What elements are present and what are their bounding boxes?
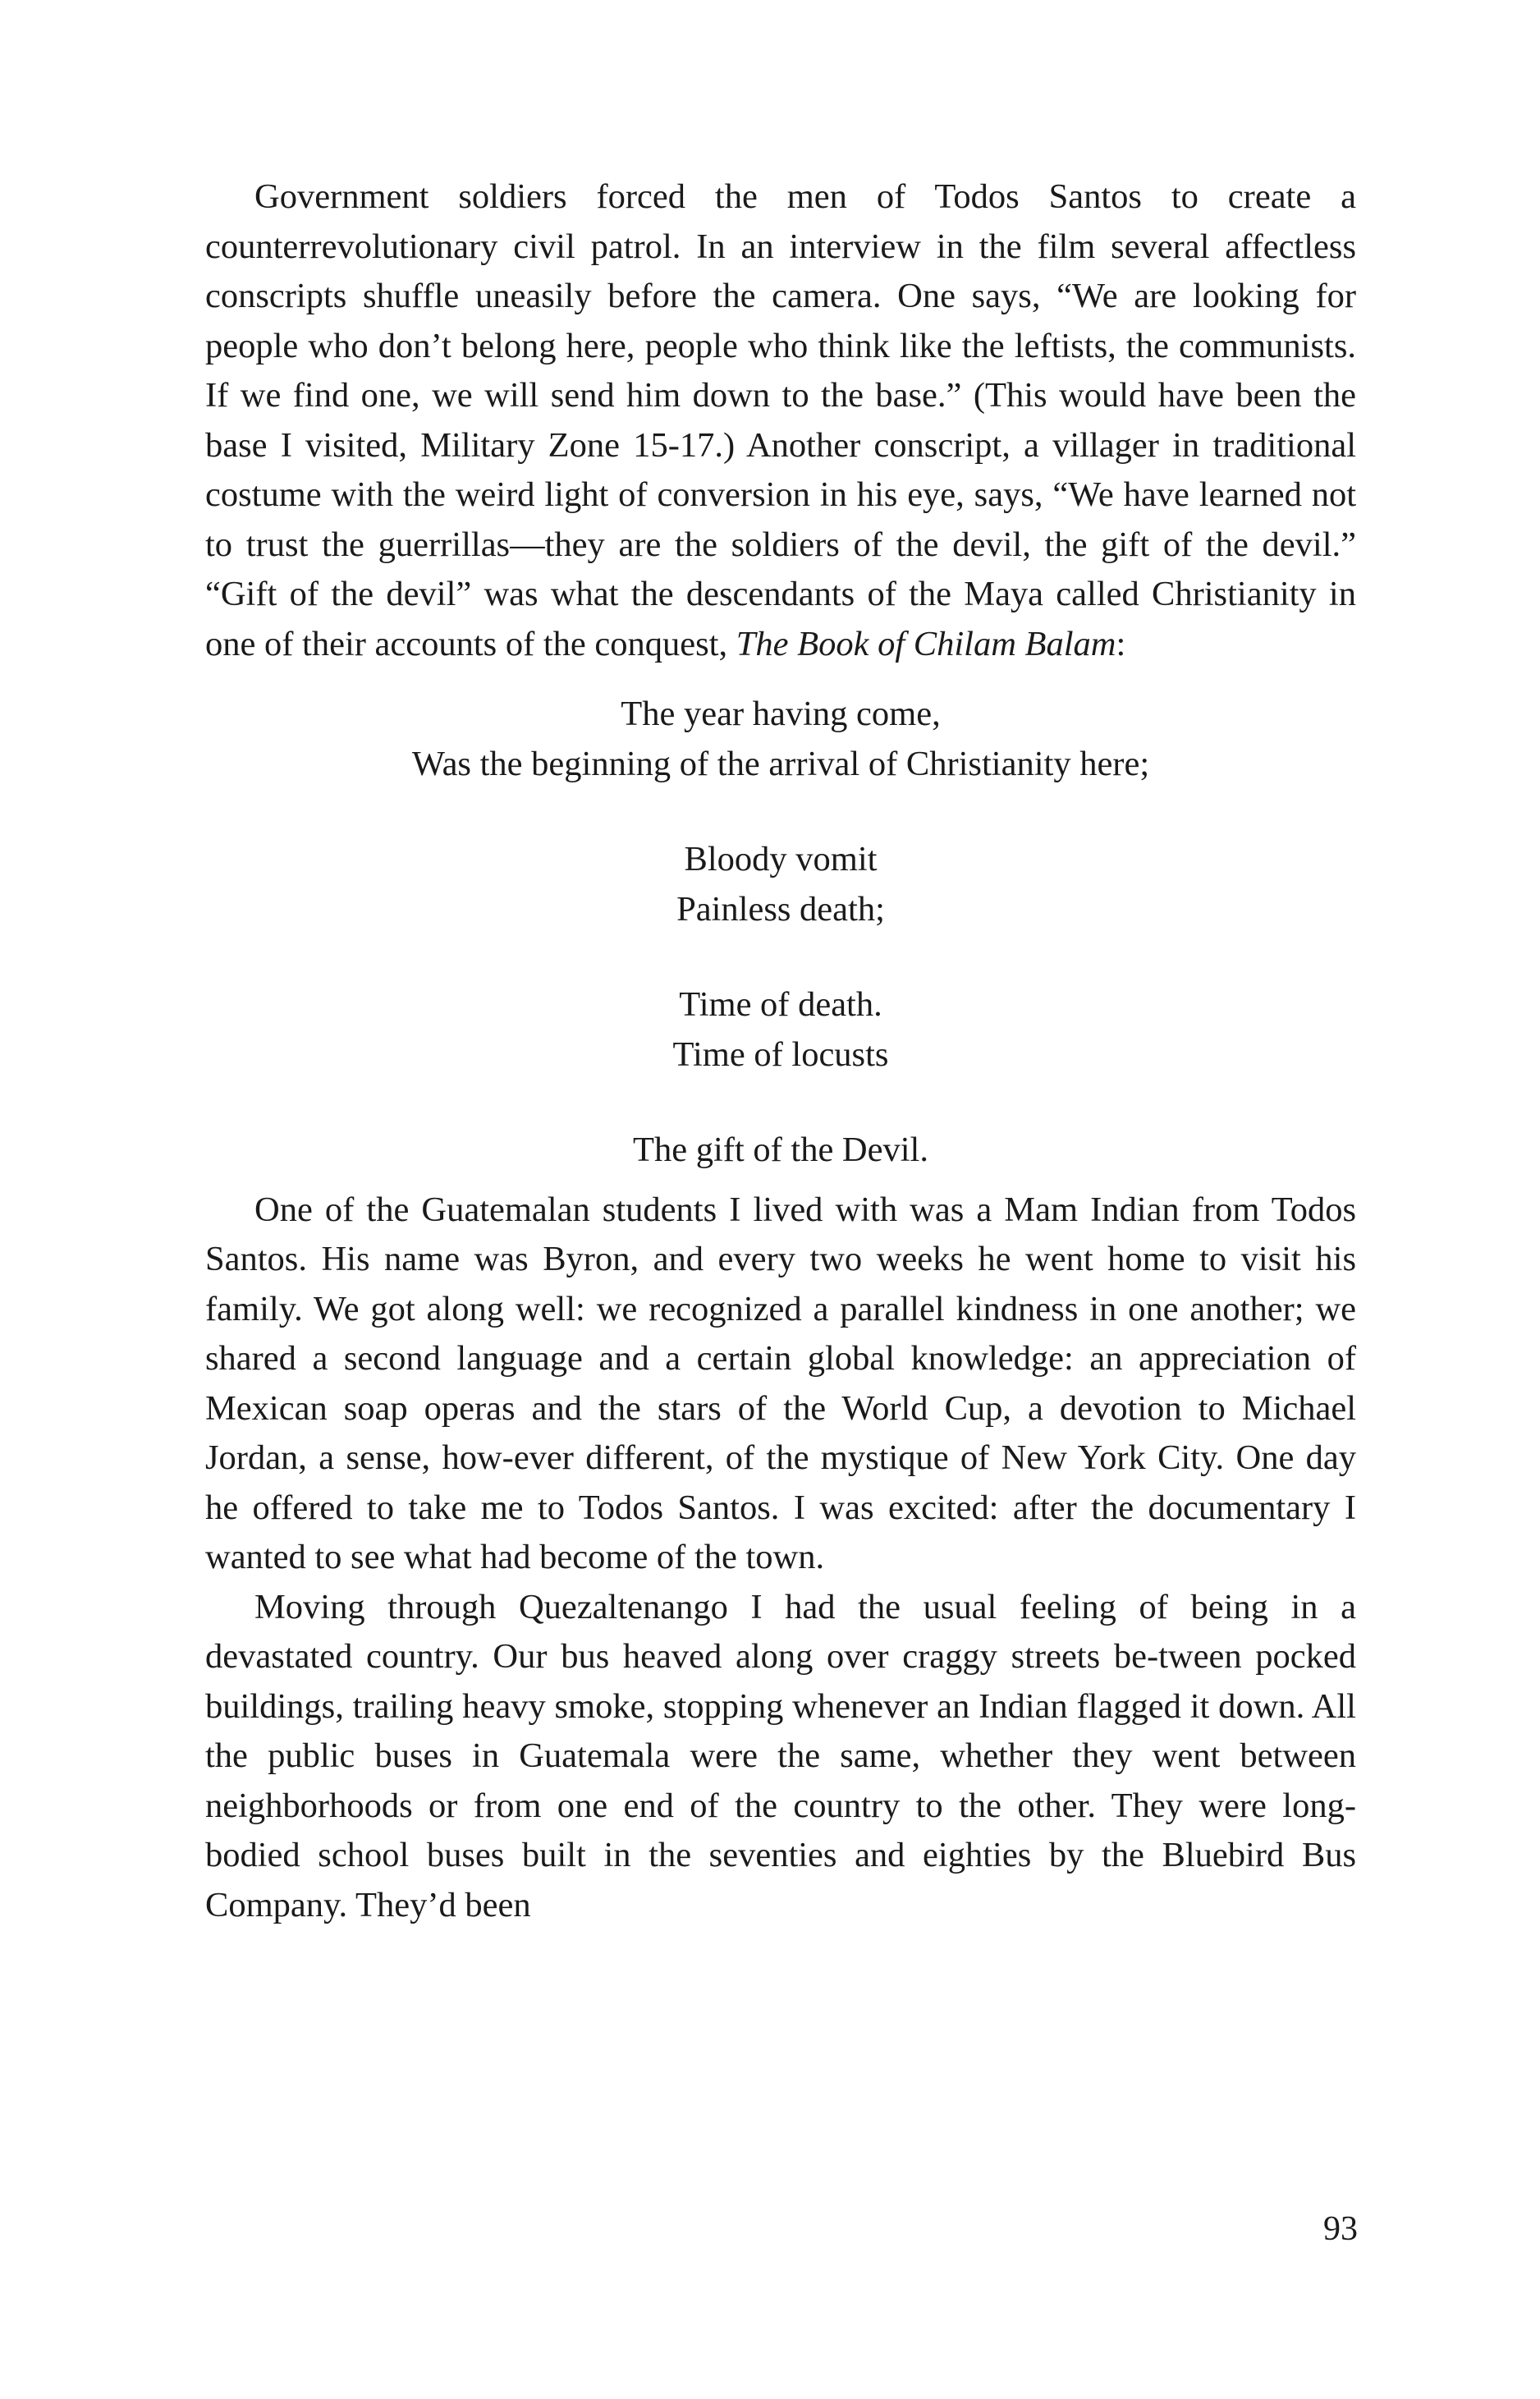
verse-stanza bbox=[205, 980, 1356, 1080]
paragraph-punctuation: : bbox=[1116, 624, 1126, 663]
verse-stanza bbox=[205, 1126, 1356, 1176]
verse-line: The year having come, bbox=[621, 695, 941, 733]
verse-stanza bbox=[205, 835, 1356, 934]
paragraph-quezaltenango: Moving through Quezaltenango I had the usual feeling of being in a devastated country. Our bus heaved along over craggy streets be-tween pocked buildings, trailing heavy smoke, stopping whenever an Indian flagged it down. All the public buses in Guatemala were the same, whether they went between neighborhoods or from one end of the country to the other. They were long-bodied school buses built in the seventies and eighties by the Bluebird Bus Company. They’d been bbox=[205, 1587, 1356, 1924]
verse-line: Time of death. bbox=[679, 985, 882, 1024]
verse-line: The gift of the Devil. bbox=[633, 1131, 928, 1169]
verse-stanza bbox=[205, 690, 1356, 789]
verse-line: Was the beginning of the arrival of Christianity here; bbox=[411, 744, 1150, 783]
page-number: 93 bbox=[1323, 2210, 1358, 2248]
verse-line: Painless death; bbox=[676, 889, 885, 929]
verse-line: Bloody vomit bbox=[684, 840, 878, 878]
paragraph-byron: One of the Guatemalan students I lived with was a Mam Indian from Todos Santos. His name was Byron, and every two weeks he went home to visit his family. We got along well: we recognized a parallel kindness in one another; we shared a second language and a certain global knowledge: an appreciation of Mexican soap operas and the stars of the World Cup, a devotion to Michael Jordan, a sense, how-ever different, of the mystique of New York City. One day he offered to take me to Todos Santos. I was excited: after the documentary I wanted to see what had become of the town. bbox=[205, 1190, 1356, 1576]
book-title: The Book of Chilam Balam bbox=[736, 624, 1116, 663]
paragraph-text: Government soldiers forced the men of Todos Santos to create a counterrevolutionary civil patrol. In an interview in the film several affectless conscripts shuffle uneasily before the camera. One says, “We are looking for people who don’t belong here, people who think like the leftists, the communists. If we find one, we will send him down to the base.” (This would have been the base I visited, Military Zone 15-17.) Another conscript, a villager in traditional costume with the weird light of conversion in his eye, says, “We have learned not to trust the guerrillas—they are the soldiers of the devil, the gift of the devil.” “Gift of the devil” was what the descendants of the Maya called Christianity in one of their accounts of the conquest, bbox=[205, 177, 1356, 663]
verse-quotation bbox=[205, 690, 1356, 1176]
paragraph-civil-patrol bbox=[205, 172, 1356, 669]
page-body bbox=[205, 172, 1356, 1930]
verse-line: Time of locusts bbox=[672, 1034, 889, 1074]
